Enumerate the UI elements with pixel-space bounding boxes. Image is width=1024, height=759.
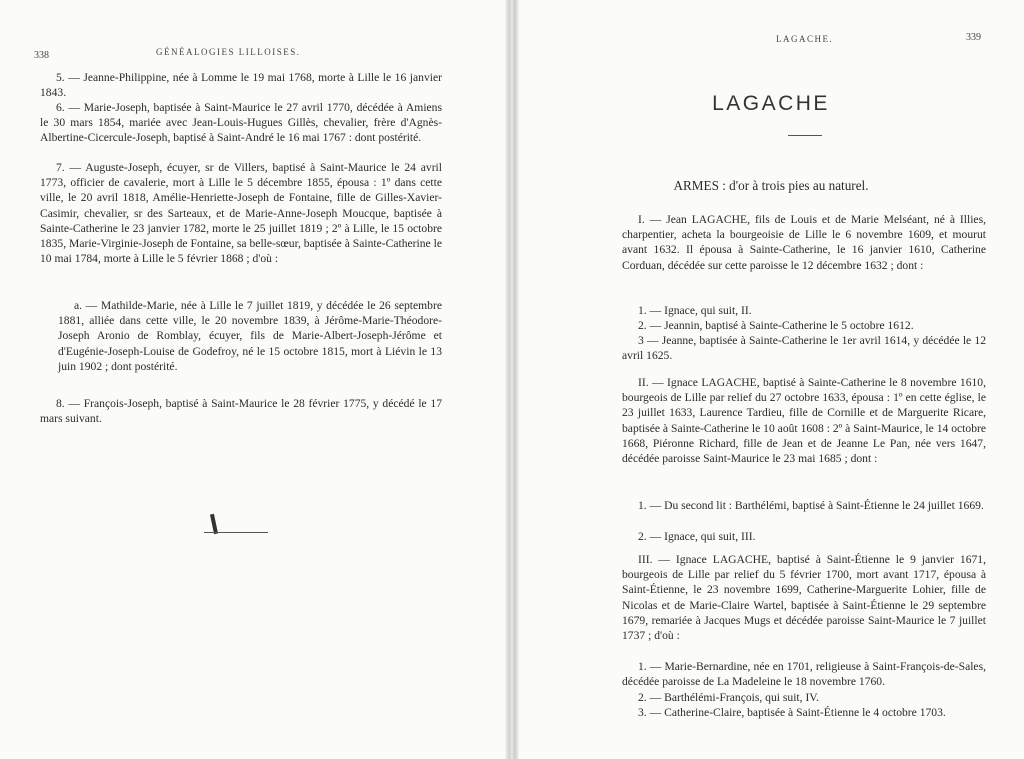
family-title: LAGACHE (712, 92, 830, 115)
left-page-number: 338 (34, 50, 49, 61)
entry-8: 8. — François-Joseph, baptisé à Saint-Maurice le 28 février 1775, y décédé le 17 mars suivant. (40, 397, 442, 426)
entry-7: 7. — Auguste-Joseph, écuyer, sr de Villers, baptisé à Saint-Maurice le 24 avril 1773, officier de cavalerie, mort à Lille le 5 décembre 1855, épousa : 1º dans cette ville, le 20 avril 1818, Amélie-Henriette-Joseph de Fontaine, fille de Gilles-Xavier-Casimir, chevalier, sr des Sarteaux, et de Marie-Anne-Joseph Moucque, baptisée à Sainte-Catherine le 23 janvier 1782, morte le 25 juillet 1819 ; 2º à Lille, le 15 octobre 1835, Marie-Virginie-Joseph de Fontaine, sa belle-sœur, baptisée à Sainte-Catherine le 10 mai 1784, morte à Lille le 5 février 1868 ; d'où : (40, 161, 442, 266)
entry-5: 5. — Jeanne-Philippine, née à Lomme le 19 mai 1768, morte à Lille le 16 janvier 1843. (40, 71, 442, 100)
generation-III-child-2: 2. — Barthélémi-François, qui suit, IV. (638, 691, 820, 704)
arms-line: ARMES : d'or à trois pies au naturel. (673, 178, 869, 193)
generation-I-child-1: 1. — Ignace, qui suit, II. (638, 304, 752, 317)
right-page-number: 339 (966, 32, 981, 43)
left-page (0, 0, 506, 759)
generation-I: I. — Jean LAGACHE, fils de Louis et de Marie Melséant, né à Illies, charpentier, acheta la bourgeoisie de Lille le 6 novembre 1609, et mourut avant 1632. Il épousa à Sainte-Catherine, le 16 janvier 1610, Catherine Corduan, décédée sur cette paroisse le 12 décembre 1632 ; dont : (622, 213, 986, 272)
right-page (518, 0, 1024, 759)
entry-7a: a. — Mathilde-Marie, née à Lille le 7 juillet 1819, y décédée le 26 septembre 1881, alliée dans cette ville, le 20 novembre 1839, à Jérôme-Marie-Théodore-Joseph Aronio de Romblay, écuyer, fils de Marie-Albert-Joseph-Jérôme et d'Eugénie-Joseph-Louise de Godefroy, né le 15 octobre 1815, mort à Liévin le 13 juin 1902 ; dont postérité. (58, 299, 442, 373)
entry-6: 6. — Marie-Joseph, baptisée à Saint-Maurice le 27 avril 1770, décédée à Amiens le 30 mars 1854, mariée avec Jean-Louis-Hugues Gillès, chevalier, frère d'Agnès-Albertine-Cicercule-Joseph, baptisé à Saint-André le 16 mai 1767 : dont postérité. (40, 101, 442, 145)
title-rule (788, 135, 822, 136)
generation-III-child-3: 3. — Catherine-Claire, baptisée à Saint-Étienne le 4 octobre 1703. (638, 706, 946, 719)
generation-II: II. — Ignace LAGACHE, baptisé à Sainte-Catherine le 8 novembre 1610, bourgeois de Lille par relief du 27 octobre 1633, épousa : 1º en cette église, le 23 juillet 1633, Laurence Tardieu, fille de Cornille et de Marguerite Ricare, baptisée à Sainte-Catherine le 10 août 1608 : 2º à Saint-Maurice, le 14 octobre 1668, Piéronne Richard, fille de Jean et de Jeanne Le Pan, née vers 1647, décédée paroisse Saint-Maurice le 23 mai 1685 ; dont : (622, 376, 986, 466)
book-gutter (505, 0, 519, 759)
end-rule (204, 532, 268, 533)
generation-I-child-2: 2. — Jeannin, baptisé à Sainte-Catherine le 5 octobre 1612. (638, 319, 914, 332)
generation-II-child-1: 1. — Du second lit : Barthélémi, baptisé à Saint-Étienne le 24 juillet 1669. (638, 499, 984, 512)
right-running-header: LAGACHE. (776, 34, 834, 44)
generation-III-child-1: 1. — Marie-Bernardine, née en 1701, religieuse à Saint-François-de-Sales, décédée paroisse de La Madeleine le 18 novembre 1760. (622, 660, 986, 689)
generation-II-child-2: 2. — Ignace, qui suit, III. (638, 530, 756, 543)
generation-III: III. — Ignace LAGACHE, baptisé à Saint-Étienne le 9 janvier 1671, bourgeois de Lille par relief du 5 février 1700, mort avant 1717, épousa à Saint-Étienne, le 23 novembre 1699, Catherine-Marguerite Lohier, fille de Nicolas et de Marie-Claire Wartel, baptisée à Saint-Étienne le 29 septembre 1679, remariée à Jacques Mugs et décédée paroisse Saint-Maurice le 7 juillet 1737 ; d'où : (622, 553, 986, 643)
left-running-header: GÉNÉALOGIES LILLOISES. (156, 47, 301, 57)
generation-I-child-3: 3 — Jeanne, baptisée à Sainte-Catherine le 1er avril 1614, y décédée le 12 avril 1625. (622, 334, 986, 363)
